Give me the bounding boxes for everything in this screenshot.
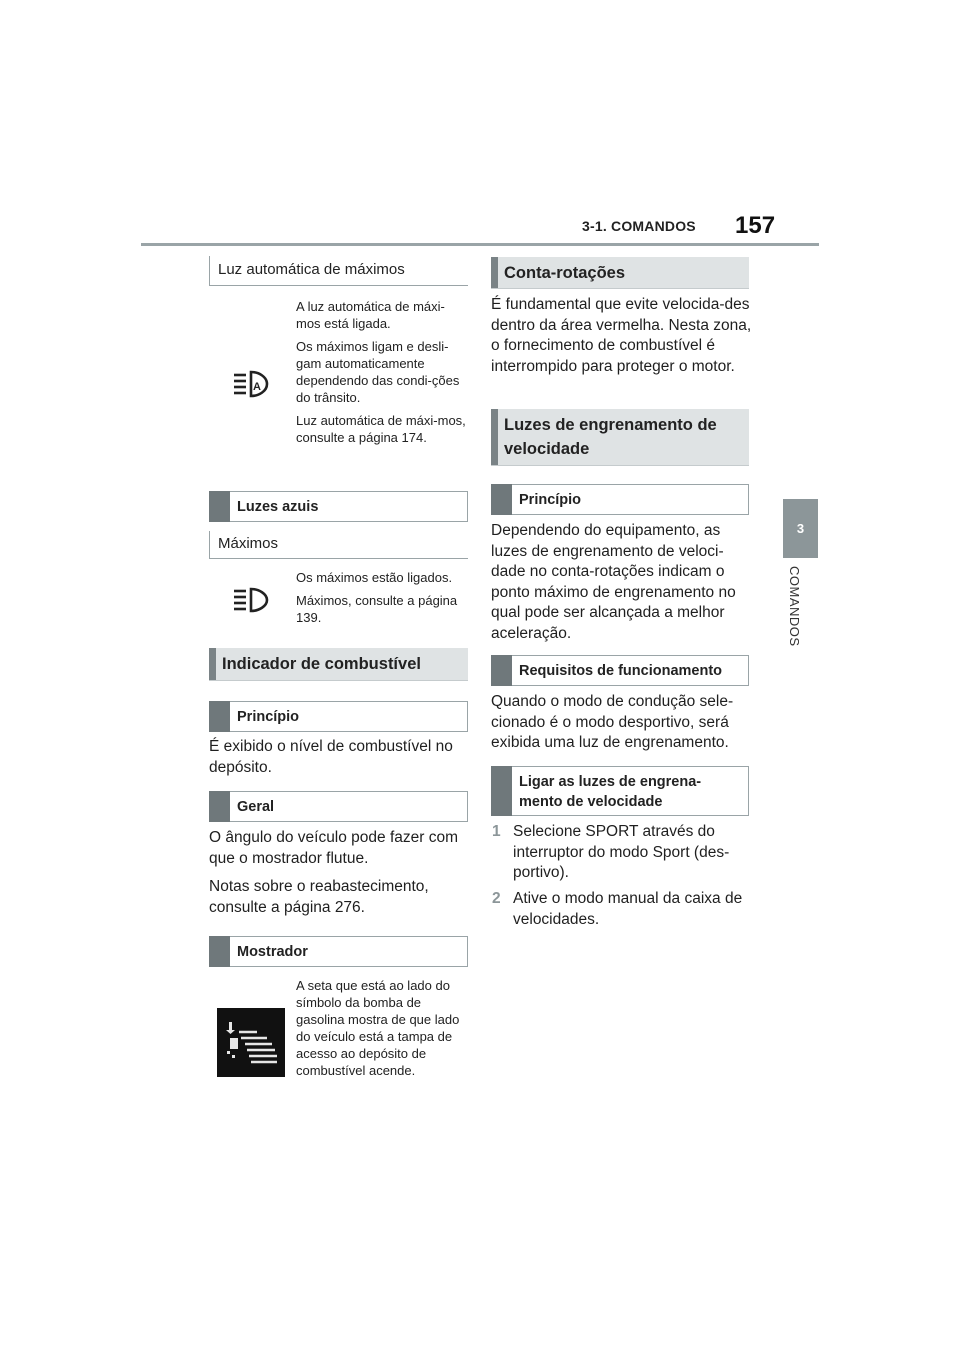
step-number: 2 bbox=[492, 890, 501, 907]
requirements-heading bbox=[491, 655, 749, 686]
step-number: 1 bbox=[492, 823, 501, 840]
heading-marker bbox=[491, 409, 498, 465]
heading-marker bbox=[209, 791, 230, 822]
requirements-title: Requisitos de funcionamento bbox=[519, 663, 723, 679]
shift-lights-heading bbox=[491, 409, 749, 466]
shift-principle-text: Dependendo do equipamento, as luzes de engrenamento de veloci-dade no conta-rotações indicam o ponto máximo de engrenamento no qual pode ser alcançada a melhor aceleração. bbox=[491, 522, 736, 642]
high-beam-heading: Máximos bbox=[209, 531, 468, 559]
auto-high-beam-p3: Luz automática de máxi-mos, consulte a página 174. bbox=[296, 413, 466, 445]
fuel-general-p1: O ângulo do veículo pode fazer com que o mostrador flutue. bbox=[209, 829, 459, 867]
heading-marker bbox=[209, 701, 230, 732]
fuel-indicator-title: Indicador de combustível bbox=[222, 655, 421, 673]
fuel-general-text bbox=[209, 828, 471, 926]
fuel-display-heading bbox=[209, 936, 468, 967]
tachometer-text: É fundamental que evite velocida-des dentro da área vermelha. Nesta zona, o fornecimento de combustível é interrompido para proteger o motor. bbox=[491, 296, 752, 375]
fuel-principle-text: É exibido o nível de combustível no depósito. bbox=[209, 738, 453, 776]
heading-marker bbox=[491, 257, 498, 288]
fuel-gauge-display bbox=[217, 1008, 285, 1077]
tachometer-heading bbox=[491, 257, 749, 289]
blue-lights-title: Luzes azuis bbox=[237, 499, 319, 515]
heading-marker bbox=[491, 766, 512, 816]
requirements-text: Quando o modo de condução sele-cionado é o modo desportivo, será exibida uma luz de engrenamento. bbox=[491, 693, 734, 751]
tachometer-title: Conta-rotações bbox=[504, 264, 626, 282]
fuel-indicator-heading bbox=[209, 648, 468, 681]
high-beam-icon bbox=[232, 587, 272, 615]
activate-shift-lights-heading bbox=[491, 766, 749, 816]
heading-marker bbox=[491, 655, 512, 686]
fuel-principle-heading bbox=[209, 701, 468, 732]
step-text: Selecione SPORT através do interruptor do modo Sport (des-portivo). bbox=[513, 823, 730, 881]
activate-shift-lights-title: Ligar as luzes de engrena-mento de velocidade bbox=[519, 774, 702, 810]
auto-high-beam-text bbox=[296, 298, 468, 452]
heading-marker bbox=[491, 484, 512, 515]
high-beam-text bbox=[296, 569, 468, 632]
shift-principle-heading bbox=[491, 484, 749, 515]
heading-marker bbox=[209, 648, 216, 680]
fuel-display-title: Mostrador bbox=[237, 944, 308, 960]
chapter-label-text: COMANDOS bbox=[787, 566, 802, 647]
heading-marker bbox=[209, 491, 230, 522]
high-beam-p2: Máximos, consulte a página 139. bbox=[296, 593, 458, 625]
fuel-general-title: Geral bbox=[237, 799, 275, 815]
header-rule bbox=[141, 243, 819, 246]
fuel-principle-title: Princípio bbox=[237, 709, 300, 725]
shift-principle-title: Princípio bbox=[519, 492, 582, 508]
running-header-section: 3-1. COMANDOS bbox=[582, 218, 696, 234]
fuel-general-heading bbox=[209, 791, 468, 822]
page-number: 157 bbox=[735, 212, 776, 239]
auto-high-beam-p2: Os máximos ligam e desli-gam automaticamente dependendo das condi-ções do trânsito. bbox=[296, 339, 460, 405]
auto-high-beam-p1: A luz automática de máxi-mos está ligada. bbox=[296, 299, 445, 331]
auto-high-beam-icon bbox=[232, 368, 272, 400]
shift-lights-title: Luzes de engrenamento de velocidade bbox=[504, 416, 717, 458]
heading-marker bbox=[209, 936, 230, 967]
step-text: Ative o modo manual da caixa de velocidades. bbox=[513, 890, 743, 928]
svg-text:A: A bbox=[253, 381, 261, 393]
fuel-display-text: A seta que está ao lado do símbolo da bomba de gasolina mostra de que lado do veículo está a tampa de acesso ao depósito de combustível acende. bbox=[296, 978, 460, 1078]
auto-high-beam-heading: Luz automática de máximos bbox=[209, 256, 468, 286]
blue-lights-heading bbox=[209, 491, 468, 522]
chapter-tab: 3 bbox=[783, 499, 818, 558]
chapter-tab-label bbox=[787, 566, 809, 666]
high-beam-p1: Os máximos estão ligados. bbox=[296, 570, 453, 585]
fuel-general-p2: Notas sobre o reabastecimento, consulte a página 276. bbox=[209, 878, 429, 916]
